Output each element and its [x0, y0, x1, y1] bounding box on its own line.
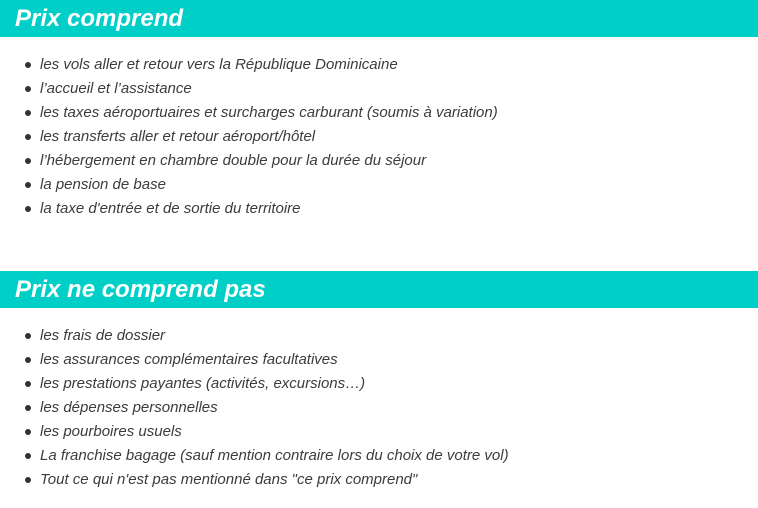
list-item-label: les vols aller et retour vers la République Dominicaine: [40, 56, 398, 73]
list-item-label: les dépenses personnelles: [40, 399, 218, 416]
list-item-label: La franchise bagage (sauf mention contraire lors du choix de votre vol): [40, 447, 509, 464]
bullet-icon: [25, 405, 31, 411]
list-item: [0, 197, 758, 221]
bullet-icon: [25, 453, 31, 459]
list-item-label: les assurances complémentaires facultatives: [40, 351, 338, 368]
list-item: [0, 125, 758, 149]
list-item: [0, 173, 758, 197]
list-item-label: les taxes aéroportuaires et surcharges carburant (soumis à variation): [40, 104, 498, 121]
list-item-label: les frais de dossier: [40, 327, 166, 344]
list-item: [0, 348, 758, 372]
bullet-icon: [25, 429, 31, 435]
list-item: [0, 372, 758, 396]
list-item: [0, 149, 758, 173]
bullet-icon: [25, 206, 31, 212]
bullet-icon: [25, 333, 31, 339]
list-item: [0, 101, 758, 125]
list-item: [0, 444, 758, 468]
list-item-label: les pourboires usuels: [40, 423, 182, 440]
bullet-icon: [25, 381, 31, 387]
bullet-icon: [25, 110, 31, 116]
list-item: [0, 420, 758, 444]
bullet-icon: [25, 182, 31, 188]
excluded-section-title: Prix ne comprend pas: [15, 276, 266, 303]
list-item: [0, 468, 758, 492]
included-section-header: [0, 0, 758, 37]
list-item-label: les transferts aller et retour aéroport/hôtel: [40, 128, 316, 145]
list-item-label: Tout ce qui n'est pas mentionné dans "ce prix comprend": [40, 471, 418, 488]
excluded-section-header: [0, 271, 758, 308]
list-item-label: la taxe d'entrée et de sortie du territoire: [40, 200, 301, 217]
list-item-label: la pension de base: [40, 176, 166, 193]
bullet-icon: [25, 86, 31, 92]
list-item-label: l’hébergement en chambre double pour la durée du séjour: [40, 152, 427, 169]
bullet-icon: [25, 357, 31, 363]
list-item-label: l’accueil et l’assistance: [40, 80, 192, 97]
included-items-list: [0, 53, 758, 221]
list-item: [0, 53, 758, 77]
included-section-title: Prix comprend: [15, 5, 184, 32]
excluded-items-list: [0, 324, 758, 492]
bullet-icon: [25, 134, 31, 140]
bullet-icon: [25, 477, 31, 483]
bullet-icon: [25, 158, 31, 164]
list-item: [0, 396, 758, 420]
list-item: [0, 324, 758, 348]
list-item: [0, 77, 758, 101]
list-item-label: les prestations payantes (activités, excursions…): [40, 375, 366, 392]
bullet-icon: [25, 62, 31, 68]
